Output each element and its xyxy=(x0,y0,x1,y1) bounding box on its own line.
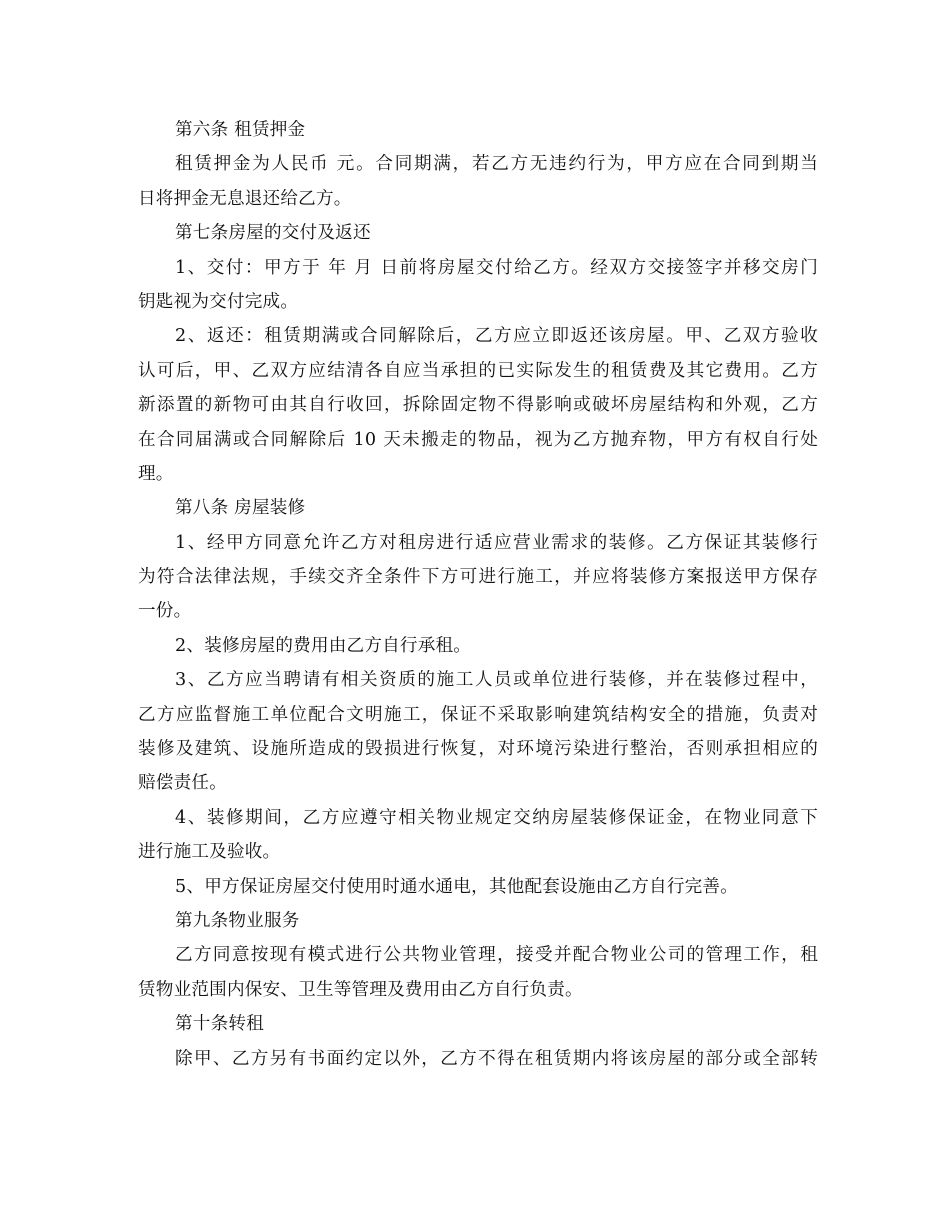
text-line: 第九条物业服务 xyxy=(175,910,300,931)
text-line: 第七条房屋的交付及返还 xyxy=(175,223,371,244)
text-line: 一份。 xyxy=(138,601,192,622)
text-line: 5、甲方保证房屋交付使用时通水通电，其他配套设施由乙方自行完善。 xyxy=(175,876,739,897)
text-line: 乙方应监督施工单位配合文明施工，保证不采取影响建筑结构安全的措施，负责对 xyxy=(138,704,818,725)
text-line: 在合同届满或合同解除后 10 天未搬走的物品，视为乙方抛弃物，甲方有权自行处 xyxy=(138,429,818,450)
text-line: 2、装修房屋的费用由乙方自行承租。 xyxy=(175,635,472,656)
text-line: 新添置的新物可由其自行收回，拆除固定物不得影响或破坏房屋结构和外观，乙方 xyxy=(138,395,818,416)
text-line: 钥匙视为交付完成。 xyxy=(138,291,299,312)
text-line: 第十条转租 xyxy=(175,1014,264,1035)
text-line: 认可后，甲、乙双方应结清各自应当承担的已实际发生的租赁费及其它费用。乙方 xyxy=(138,360,818,381)
text-line: 进行施工及验收。 xyxy=(138,842,281,863)
text-line: 1、经甲方同意允许乙方对租房进行适应营业需求的装修。乙方保证其装修行 xyxy=(175,532,818,553)
text-line: 乙方同意按现有模式进行公共物业管理，接受并配合物业公司的管理工作，租 xyxy=(175,945,818,966)
text-line: 装修及建筑、设施所造成的毁损进行恢复，对环境污染进行整治，否则承担相应的 xyxy=(138,739,818,760)
text-line: 为符合法律法规，手续交齐全条件下方可进行施工，并应将装修方案报送甲方保存 xyxy=(138,567,818,588)
text-line: 4、装修期间，乙方应遵守相关物业规定交纳房屋装修保证金，在物业同意下 xyxy=(175,807,818,828)
text-line: 第八条 房屋装修 xyxy=(175,498,306,519)
text-line: 理。 xyxy=(138,463,174,484)
text-line: 第六条 租赁押金 xyxy=(175,120,306,140)
text-line: 日将押金无息退还给乙方。 xyxy=(138,188,352,209)
text-line: 赁物业范围内保安、卫生等管理及费用由乙方自行负责。 xyxy=(138,979,583,1000)
text-line: 除甲、乙方另有书面约定以外，乙方不得在租赁期内将该房屋的部分或全部转 xyxy=(175,1048,818,1069)
document-page xyxy=(138,113,818,1076)
text-line: 租赁押金为人民币 元。合同期满，若乙方无违约行为，甲方应在合同到期当 xyxy=(175,154,818,175)
text-line: 2、返还：租赁期满或合同解除后，乙方应立即返还该房屋。甲、乙双方验收 xyxy=(175,326,818,347)
text-line: 1、交付：甲方于 年 月 日前将房屋交付给乙方。经双方交接签字并移交房门 xyxy=(175,257,818,278)
text-line: 赔偿责任。 xyxy=(138,773,227,794)
text-line: 3、乙方应当聘请有相关资质的施工人员或单位进行装修，并在装修过程中， xyxy=(175,670,818,691)
